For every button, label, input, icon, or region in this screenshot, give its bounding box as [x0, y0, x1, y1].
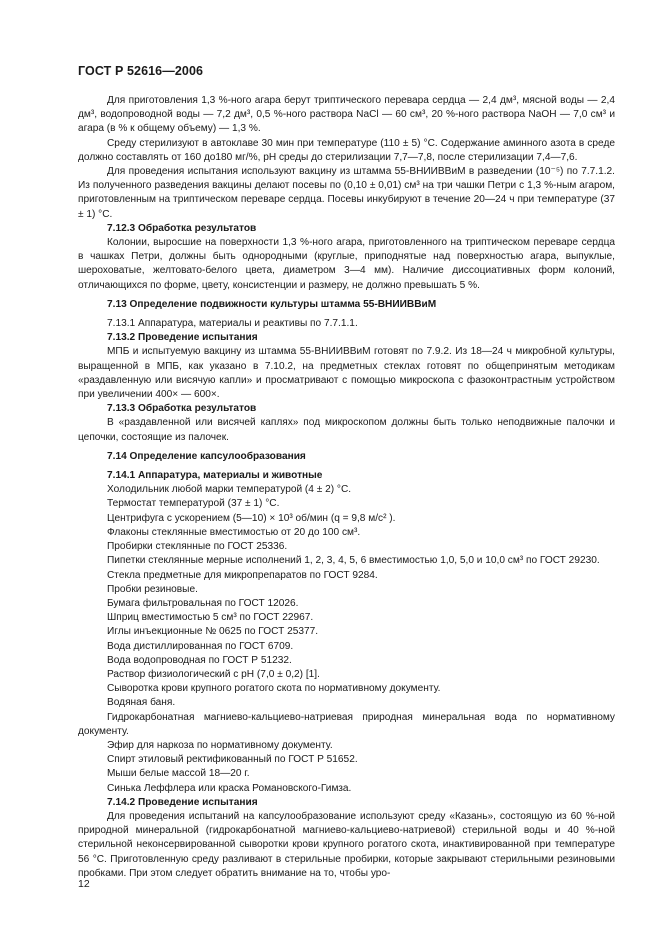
list-item: Вода дистиллированная по ГОСТ 6709.: [107, 640, 294, 652]
list-item: Пробирки стеклянные по ГОСТ 25336.: [107, 541, 288, 553]
list-item: Раствор физиологический с рН (7,0 ± 0,2) [1].: [107, 668, 320, 680]
paragraph: Колонии, выросшие на поверхности 1,3 %-ного агара, приготовленного на триптическом переваре сердца в чашках Петри, должны быть однородными (круглые, приподнятые над поверхностью агара, выпуклые, шероховатые, желтовато-белого цвета, диаметром 3—4 мм). Наличие диссоциативных форм колоний, отличающихся по форме, цвету, консистенции и размеру, не должно превышать 5 %.: [78, 237, 615, 291]
section-heading: 7.14.1 Аппаратура, материалы и животные: [107, 470, 323, 482]
paragraph: Для проведения испытания используют вакцину из штамма 55-ВНИИВВиМ в разведении (10⁻⁵) по 7.7.1.2. Из полученного разведения вакцины делают посевы по (0,10 ± 0,01) см³ на три чашки Петри с 1,3 %-ным агаром, приготовленным на триптическом переваре сердца. Посевы инкубируют в течение 20—24 ч при температуре (37 ± 1) °С.: [78, 166, 615, 220]
list-item: Пипетки стеклянные мерные исполнений 1, 2, 3, 4, 5, 6 вместимостью 1,0, 5,0 и 10,0 см³ по ГОСТ 29230.: [107, 555, 600, 567]
list-item: Синька Леффлера или краска Романовского-Гимза.: [107, 782, 352, 794]
paragraph: 7.13.1 Аппаратура, материалы и реактивы по 7.7.1.1.: [107, 318, 358, 330]
list-item: Иглы инъекционные № 0625 по ГОСТ 25377.: [107, 626, 319, 638]
section-heading: 7.14.2 Проведение испытания: [107, 796, 258, 808]
list-item: Спирт этиловый ректификованный по ГОСТ Р 51652.: [107, 754, 358, 766]
document-body: [78, 94, 615, 881]
page-number: 12: [78, 878, 90, 890]
list-item: Термостат температурой (37 ± 1) °С.: [107, 498, 280, 510]
paragraph: В «раздавленной или висячей каплях» под микроскопом должны быть только неподвижные палочки и цепочки, состоящие из палочек.: [78, 417, 615, 443]
section-heading: 7.13 Определение подвижности культуры штамма 55-ВНИИВВиМ: [107, 298, 437, 310]
list-item: Водяная баня.: [107, 697, 176, 709]
list-item: Бумага фильтровальная по ГОСТ 12026.: [107, 597, 299, 609]
section-heading: 7.13.3 Обработка результатов: [107, 403, 257, 415]
document-header: ГОСТ Р 52616—2006: [78, 64, 204, 78]
list-item: Флаконы стеклянные вместимостью от 20 до 100 см³.: [107, 526, 361, 538]
list-item: Центрифуга с ускорением (5—10) × 10³ об/мин (q = 9,8 м/с² ).: [107, 512, 396, 524]
paragraph: Для приготовления 1,3 %-ного агара берут триптического перевара сердца — 2,4 дм³, мясной воды — 2,4 дм³, водопроводной воды — 7,2 дм³, 0,5 %-ного раствора NaCl — 60 см³, 20 %-ного раствора NaOH — 7,0 см³ и агара (в % к общему объему) — 1,3 %.: [78, 95, 615, 135]
list-item: Эфир для наркоза по нормативному документу.: [107, 739, 333, 751]
list-item: Сыворотка крови крупного рогатого скота по нормативному документу.: [107, 683, 441, 695]
paragraph: Для проведения испытаний на капсулообразование используют среду «Казань», состоящую из 60 %-ной природной минеральной (гидрокарбонатной магниево-кальциево-натриевой) стерильной воды и 40 %-ной стерильной неконсервированной сыворотки крови крупного рогатого скота, инактивированной при температуре 56 °С. Приготовленную среду разливают в стерильные пробирки, которые закрывают стерильными резиновыми пробками. При этом следует обратить внимание на то, чтобы уро-: [78, 810, 615, 879]
section-heading: 7.13.2 Проведение испытания: [107, 332, 258, 344]
paragraph: Среду стерилизуют в автоклаве 30 мин при температуре (110 ± 5) °С. Содержание аминного азота в среде должно составлять от 160 до180 мг/%, рН среды до стерилизации 7,7—7,8, после стерилизации 7,4—7,6.: [78, 137, 615, 163]
list-item: Стекла предметные для микропрепаратов по ГОСТ 9284.: [107, 569, 378, 581]
list-item: Холодильник любой марки температурой (4 ± 2) °С.: [107, 484, 352, 496]
paragraph: МПБ и испытуемую вакцину из штамма 55-ВНИИВВиМ готовят по 7.9.2. Из 18—24 ч микробной культуры, выращенной в МПБ, как указано в 7.10.2, на предметных стеклах готовят по общепринятым методикам «раздавленную или висячую капли» и просматривают с помощью микроскопа с фазоконтрастным устройством при увеличении 400× — 600×.: [78, 346, 615, 401]
list-item: Мыши белые массой 18—20 г.: [107, 768, 250, 780]
list-item: Пробки резиновые.: [107, 583, 198, 595]
list-item: Вода водопроводная по ГОСТ Р 51232.: [107, 654, 292, 666]
list-item: Гидрокарбонатная магниево-кальциево-натриевая природная минеральная вода по нормативному документу.: [78, 711, 615, 737]
section-heading: 7.12.3 Обработка результатов: [107, 222, 257, 234]
list-item: Шприц вместимостью 5 см³ по ГОСТ 22967.: [107, 612, 314, 624]
section-heading: 7.14 Определение капсулообразования: [107, 450, 306, 462]
